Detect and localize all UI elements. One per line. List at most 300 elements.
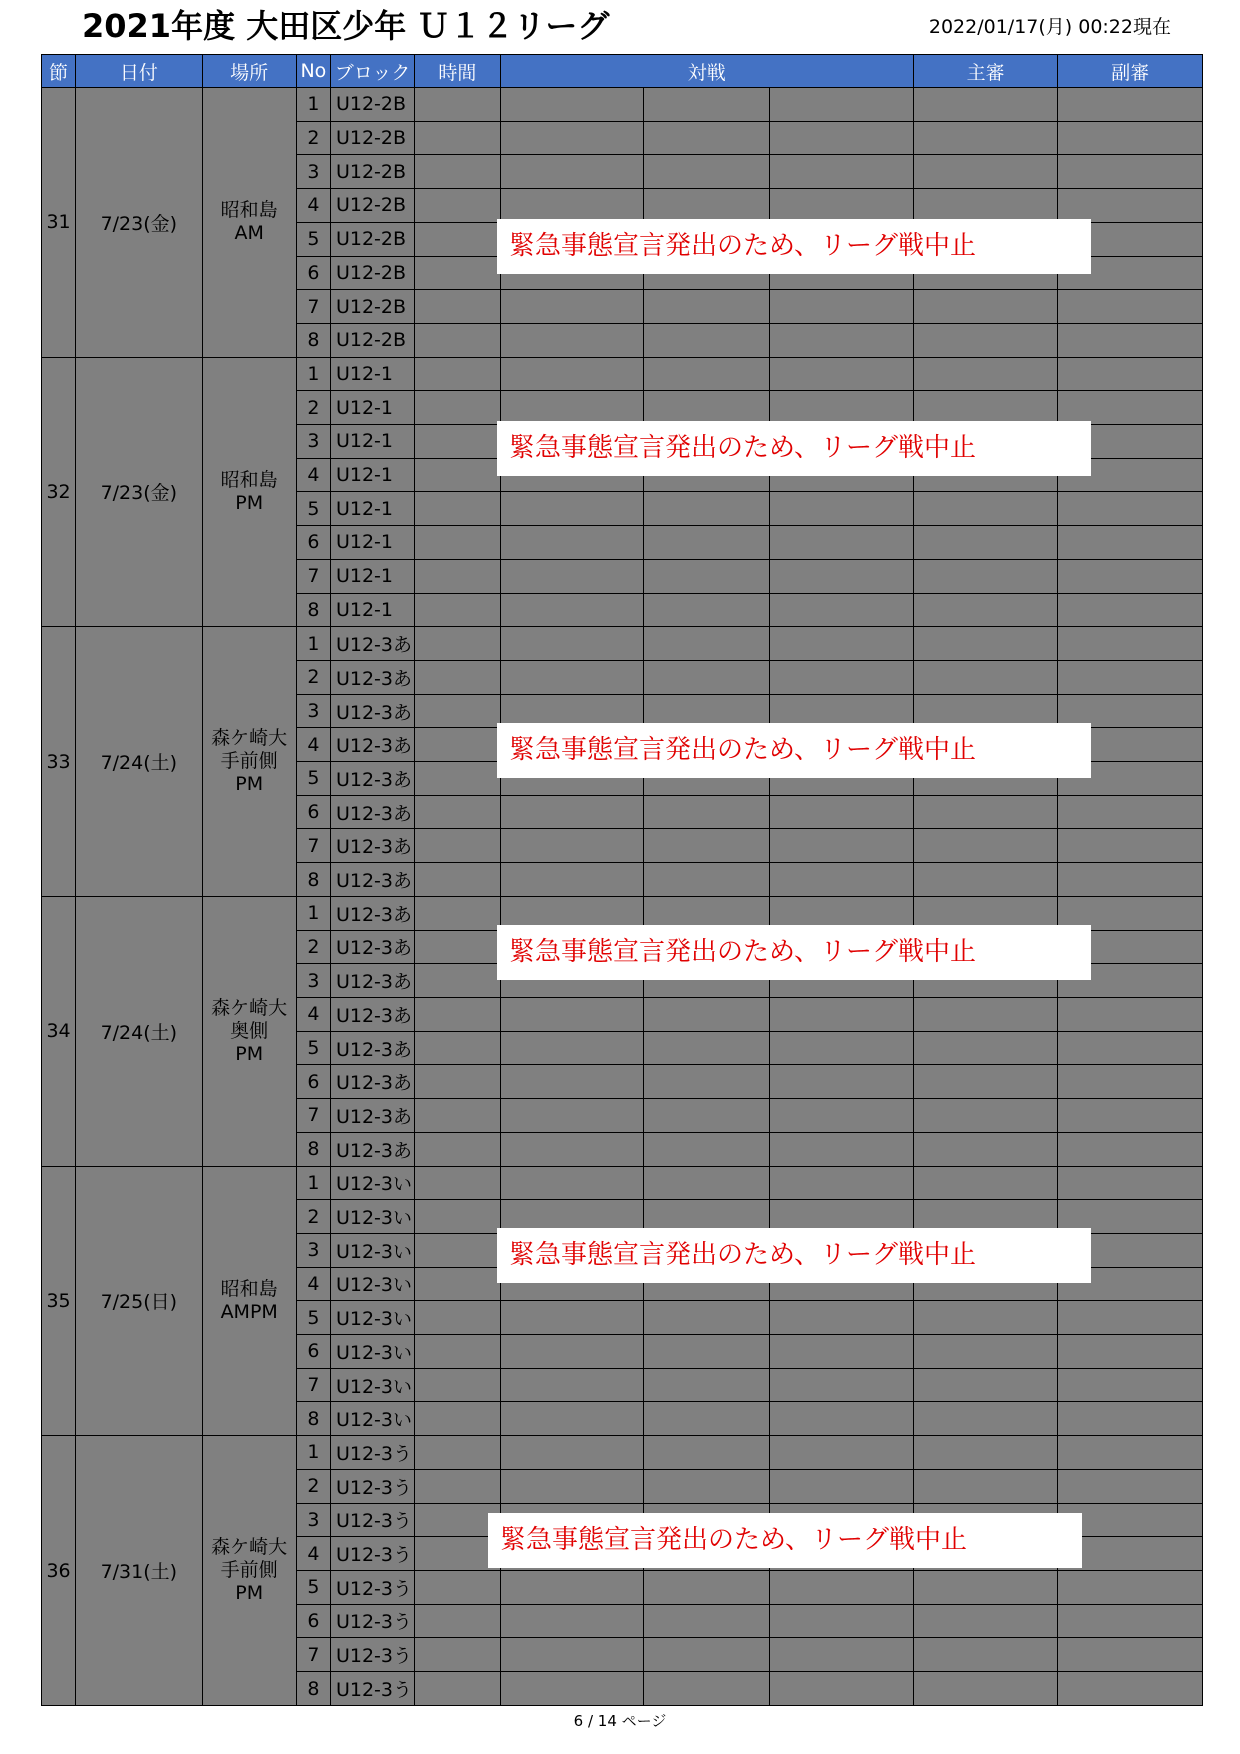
assistant-referee-cell bbox=[1058, 121, 1203, 155]
assistant-referee-cell bbox=[1058, 896, 1203, 930]
assistant-referee-cell bbox=[1058, 997, 1203, 1031]
match-team-b-cell bbox=[770, 863, 914, 897]
assistant-referee-cell bbox=[1058, 526, 1203, 560]
time-cell bbox=[415, 1132, 500, 1166]
time-cell bbox=[415, 1604, 500, 1638]
block-cell: U12-3い bbox=[330, 1200, 414, 1234]
match-team-a-cell bbox=[500, 1267, 643, 1301]
match-score-cell bbox=[644, 391, 770, 425]
match-team-a-cell bbox=[500, 1166, 643, 1200]
match-no-cell: 1 bbox=[296, 627, 330, 661]
block-cell: U12-3あ bbox=[330, 997, 414, 1031]
block-cell: U12-3う bbox=[330, 1604, 414, 1638]
match-no-cell: 4 bbox=[296, 1267, 330, 1301]
assistant-referee-cell bbox=[1058, 458, 1203, 492]
assistant-referee-cell bbox=[1058, 627, 1203, 661]
referee-cell bbox=[913, 997, 1057, 1031]
time-cell bbox=[415, 323, 500, 357]
match-team-a-cell bbox=[500, 593, 643, 627]
match-score-cell bbox=[644, 1402, 770, 1436]
match-score-cell bbox=[644, 1537, 770, 1571]
match-team-b-cell bbox=[770, 762, 914, 796]
match-score-cell bbox=[644, 1065, 770, 1099]
block-cell: U12-3い bbox=[330, 1402, 414, 1436]
time-cell bbox=[415, 526, 500, 560]
block-cell: U12-3い bbox=[330, 1368, 414, 1402]
referee-cell bbox=[913, 627, 1057, 661]
match-team-b-cell bbox=[770, 222, 914, 256]
round-cell: 34 bbox=[42, 896, 76, 1166]
venue-line: 森ケ崎大 bbox=[211, 1536, 288, 1559]
time-cell bbox=[415, 1335, 500, 1369]
match-score-cell bbox=[644, 930, 770, 964]
block-cell: U12-3う bbox=[330, 1469, 414, 1503]
match-no-cell: 2 bbox=[296, 1200, 330, 1234]
match-no-cell: 4 bbox=[296, 997, 330, 1031]
time-cell bbox=[415, 1537, 500, 1571]
header-time: 時間 bbox=[415, 55, 500, 88]
time-cell bbox=[415, 88, 500, 122]
match-team-b-cell bbox=[770, 1537, 914, 1571]
match-score-cell bbox=[644, 1031, 770, 1065]
block-cell: U12-2B bbox=[330, 290, 414, 324]
assistant-referee-cell bbox=[1058, 1604, 1203, 1638]
match-team-b-cell bbox=[770, 829, 914, 863]
match-score-cell bbox=[644, 863, 770, 897]
assistant-referee-cell bbox=[1058, 1503, 1203, 1537]
time-cell bbox=[415, 1233, 500, 1267]
match-no-cell: 7 bbox=[296, 1368, 330, 1402]
match-score-cell bbox=[644, 1436, 770, 1470]
match-no-cell: 8 bbox=[296, 1132, 330, 1166]
referee-cell bbox=[913, 1570, 1057, 1604]
match-score-cell bbox=[644, 997, 770, 1031]
assistant-referee-cell bbox=[1058, 694, 1203, 728]
referee-cell bbox=[913, 256, 1057, 290]
match-team-b-cell bbox=[770, 728, 914, 762]
block-cell: U12-3い bbox=[330, 1335, 414, 1369]
referee-cell bbox=[913, 593, 1057, 627]
referee-cell bbox=[913, 1436, 1057, 1470]
time-cell bbox=[415, 189, 500, 223]
match-team-a-cell bbox=[500, 222, 643, 256]
cancellation-notice: 緊急事態宣言発出のため、リーグ戦中止 bbox=[497, 925, 1091, 980]
assistant-referee-cell bbox=[1058, 1469, 1203, 1503]
assistant-referee-cell bbox=[1058, 1267, 1203, 1301]
match-team-a-cell bbox=[500, 1200, 643, 1234]
match-team-b-cell bbox=[770, 155, 914, 189]
match-no-cell: 7 bbox=[296, 559, 330, 593]
header-match: 対戦 bbox=[500, 55, 913, 88]
assistant-referee-cell bbox=[1058, 1031, 1203, 1065]
assistant-referee-cell bbox=[1058, 155, 1203, 189]
match-no-cell: 8 bbox=[296, 1402, 330, 1436]
date-cell: 7/24(土) bbox=[76, 896, 202, 1166]
match-team-b-cell bbox=[770, 1200, 914, 1234]
time-cell bbox=[415, 357, 500, 391]
match-team-b-cell bbox=[770, 1436, 914, 1470]
time-cell bbox=[415, 795, 500, 829]
match-team-a-cell bbox=[500, 1301, 643, 1335]
venue-line: PM bbox=[235, 491, 264, 514]
match-no-cell: 4 bbox=[296, 1537, 330, 1571]
referee-cell bbox=[913, 1638, 1057, 1672]
match-team-b-cell bbox=[770, 1065, 914, 1099]
match-team-b-cell bbox=[770, 357, 914, 391]
assistant-referee-cell bbox=[1058, 660, 1203, 694]
assistant-referee-cell bbox=[1058, 1200, 1203, 1234]
block-cell: U12-3う bbox=[330, 1638, 414, 1672]
match-team-b-cell bbox=[770, 930, 914, 964]
venue-line: PM bbox=[235, 1042, 264, 1065]
block-cell: U12-3あ bbox=[330, 694, 414, 728]
referee-cell bbox=[913, 863, 1057, 897]
match-no-cell: 2 bbox=[296, 121, 330, 155]
match-score-cell bbox=[644, 1604, 770, 1638]
time-cell bbox=[415, 1267, 500, 1301]
match-team-a-cell bbox=[500, 863, 643, 897]
assistant-referee-cell bbox=[1058, 559, 1203, 593]
match-no-cell: 2 bbox=[296, 1469, 330, 1503]
referee-cell bbox=[913, 660, 1057, 694]
match-team-a-cell bbox=[500, 997, 643, 1031]
match-team-b-cell bbox=[770, 290, 914, 324]
time-cell bbox=[415, 863, 500, 897]
match-score-cell bbox=[644, 964, 770, 998]
assistant-referee-cell bbox=[1058, 323, 1203, 357]
match-team-a-cell bbox=[500, 1469, 643, 1503]
assistant-referee-cell bbox=[1058, 189, 1203, 223]
time-cell bbox=[415, 997, 500, 1031]
match-no-cell: 7 bbox=[296, 1638, 330, 1672]
match-score-cell bbox=[644, 1570, 770, 1604]
match-no-cell: 6 bbox=[296, 1335, 330, 1369]
match-team-b-cell bbox=[770, 896, 914, 930]
match-no-cell: 5 bbox=[296, 1301, 330, 1335]
referee-cell bbox=[913, 1335, 1057, 1369]
assistant-referee-cell bbox=[1058, 1132, 1203, 1166]
schedule-table bbox=[41, 54, 1203, 1706]
match-team-a-cell bbox=[500, 1503, 643, 1537]
block-cell: U12-1 bbox=[330, 593, 414, 627]
match-team-a-cell bbox=[500, 189, 643, 223]
match-no-cell: 1 bbox=[296, 88, 330, 122]
match-team-a-cell bbox=[500, 1065, 643, 1099]
match-score-cell bbox=[644, 694, 770, 728]
header-row bbox=[42, 55, 1203, 88]
match-no-cell: 6 bbox=[296, 795, 330, 829]
block-cell: U12-2B bbox=[330, 323, 414, 357]
block-cell: U12-1 bbox=[330, 425, 414, 459]
match-no-cell: 3 bbox=[296, 155, 330, 189]
referee-cell bbox=[913, 896, 1057, 930]
match-score-cell bbox=[644, 458, 770, 492]
match-no-cell: 5 bbox=[296, 1031, 330, 1065]
match-team-b-cell bbox=[770, 391, 914, 425]
match-team-b-cell bbox=[770, 1132, 914, 1166]
time-cell bbox=[415, 290, 500, 324]
time-cell bbox=[415, 964, 500, 998]
time-cell bbox=[415, 1570, 500, 1604]
referee-cell bbox=[913, 694, 1057, 728]
time-cell bbox=[415, 1031, 500, 1065]
block-cell: U12-2B bbox=[330, 256, 414, 290]
time-cell bbox=[415, 1469, 500, 1503]
match-team-a-cell bbox=[500, 290, 643, 324]
match-team-a-cell bbox=[500, 1436, 643, 1470]
referee-cell bbox=[913, 930, 1057, 964]
match-team-a-cell bbox=[500, 1638, 643, 1672]
assistant-referee-cell bbox=[1058, 290, 1203, 324]
venue-cell bbox=[202, 1166, 296, 1436]
time-cell bbox=[415, 1368, 500, 1402]
referee-cell bbox=[913, 1503, 1057, 1537]
match-team-a-cell bbox=[500, 559, 643, 593]
referee-cell bbox=[913, 1672, 1057, 1706]
match-team-a-cell bbox=[500, 964, 643, 998]
round-cell: 31 bbox=[42, 88, 76, 358]
date-cell: 7/24(土) bbox=[76, 627, 202, 897]
round-cell: 36 bbox=[42, 1436, 76, 1706]
time-cell bbox=[415, 1402, 500, 1436]
block-cell: U12-3い bbox=[330, 1301, 414, 1335]
assistant-referee-cell bbox=[1058, 1436, 1203, 1470]
assistant-referee-cell bbox=[1058, 357, 1203, 391]
table-row bbox=[42, 88, 1203, 122]
match-no-cell: 4 bbox=[296, 728, 330, 762]
time-cell bbox=[415, 1166, 500, 1200]
match-team-a-cell bbox=[500, 1368, 643, 1402]
match-no-cell: 6 bbox=[296, 256, 330, 290]
venue-line: AM bbox=[234, 222, 264, 245]
match-score-cell bbox=[644, 492, 770, 526]
match-no-cell: 7 bbox=[296, 1099, 330, 1133]
assistant-referee-cell bbox=[1058, 762, 1203, 796]
venue-cell bbox=[202, 357, 296, 627]
match-no-cell: 5 bbox=[296, 1570, 330, 1604]
cancellation-notice: 緊急事態宣言発出のため、リーグ戦中止 bbox=[497, 421, 1091, 476]
referee-cell bbox=[913, 728, 1057, 762]
referee-cell bbox=[913, 121, 1057, 155]
assistant-referee-cell bbox=[1058, 1570, 1203, 1604]
match-score-cell bbox=[644, 121, 770, 155]
referee-cell bbox=[913, 1368, 1057, 1402]
match-score-cell bbox=[644, 1099, 770, 1133]
match-no-cell: 2 bbox=[296, 660, 330, 694]
block-cell: U12-1 bbox=[330, 559, 414, 593]
referee-cell bbox=[913, 391, 1057, 425]
referee-cell bbox=[913, 1469, 1057, 1503]
time-cell bbox=[415, 1200, 500, 1234]
time-cell bbox=[415, 728, 500, 762]
time-cell bbox=[415, 930, 500, 964]
block-cell: U12-1 bbox=[330, 357, 414, 391]
time-cell bbox=[415, 1099, 500, 1133]
block-cell: U12-3う bbox=[330, 1436, 414, 1470]
table-row bbox=[42, 1436, 1203, 1470]
match-score-cell bbox=[644, 155, 770, 189]
assistant-referee-cell bbox=[1058, 1166, 1203, 1200]
match-score-cell bbox=[644, 290, 770, 324]
venue-line: 昭和島 bbox=[220, 1277, 278, 1300]
match-team-b-cell bbox=[770, 1335, 914, 1369]
match-no-cell: 3 bbox=[296, 694, 330, 728]
match-team-b-cell bbox=[770, 256, 914, 290]
match-team-b-cell bbox=[770, 1301, 914, 1335]
round-cell: 35 bbox=[42, 1166, 76, 1436]
match-team-a-cell bbox=[500, 829, 643, 863]
match-score-cell bbox=[644, 593, 770, 627]
time-cell bbox=[415, 694, 500, 728]
assistant-referee-cell bbox=[1058, 1368, 1203, 1402]
match-team-b-cell bbox=[770, 323, 914, 357]
time-cell bbox=[415, 121, 500, 155]
block-cell: U12-3あ bbox=[330, 795, 414, 829]
match-score-cell bbox=[644, 222, 770, 256]
match-no-cell: 6 bbox=[296, 526, 330, 560]
referee-cell bbox=[913, 526, 1057, 560]
match-team-a-cell bbox=[500, 1537, 643, 1571]
time-cell bbox=[415, 660, 500, 694]
match-score-cell bbox=[644, 1638, 770, 1672]
match-team-b-cell bbox=[770, 1503, 914, 1537]
match-team-b-cell bbox=[770, 1672, 914, 1706]
block-cell: U12-3あ bbox=[330, 627, 414, 661]
round-cell: 33 bbox=[42, 627, 76, 897]
time-cell bbox=[415, 155, 500, 189]
referee-cell bbox=[913, 1233, 1057, 1267]
match-no-cell: 3 bbox=[296, 1503, 330, 1537]
match-no-cell: 7 bbox=[296, 290, 330, 324]
match-team-a-cell bbox=[500, 1132, 643, 1166]
time-cell bbox=[415, 1672, 500, 1706]
block-cell: U12-3い bbox=[330, 1233, 414, 1267]
referee-cell bbox=[913, 1099, 1057, 1133]
assistant-referee-cell bbox=[1058, 256, 1203, 290]
match-score-cell bbox=[644, 1132, 770, 1166]
match-team-b-cell bbox=[770, 1604, 914, 1638]
date-cell: 7/31(土) bbox=[76, 1436, 202, 1706]
assistant-referee-cell bbox=[1058, 795, 1203, 829]
time-cell bbox=[415, 256, 500, 290]
header-referee: 主審 bbox=[913, 55, 1057, 88]
referee-cell bbox=[913, 88, 1057, 122]
time-cell bbox=[415, 627, 500, 661]
referee-cell bbox=[913, 795, 1057, 829]
assistant-referee-cell bbox=[1058, 1672, 1203, 1706]
match-team-a-cell bbox=[500, 1031, 643, 1065]
match-score-cell bbox=[644, 762, 770, 796]
match-team-a-cell bbox=[500, 1604, 643, 1638]
assistant-referee-cell bbox=[1058, 593, 1203, 627]
match-score-cell bbox=[644, 1301, 770, 1335]
venue-line: 手前側 bbox=[220, 750, 278, 773]
match-score-cell bbox=[644, 526, 770, 560]
time-cell bbox=[415, 1436, 500, 1470]
block-cell: U12-3あ bbox=[330, 728, 414, 762]
match-no-cell: 1 bbox=[296, 1436, 330, 1470]
referee-cell bbox=[913, 189, 1057, 223]
table-row bbox=[42, 896, 1203, 930]
match-team-b-cell bbox=[770, 1469, 914, 1503]
match-team-a-cell bbox=[500, 1335, 643, 1369]
match-no-cell: 5 bbox=[296, 762, 330, 796]
assistant-referee-cell bbox=[1058, 1301, 1203, 1335]
match-no-cell: 3 bbox=[296, 425, 330, 459]
match-score-cell bbox=[644, 1233, 770, 1267]
venue-line: 昭和島 bbox=[220, 468, 278, 491]
block-cell: U12-1 bbox=[330, 492, 414, 526]
block-cell: U12-2B bbox=[330, 155, 414, 189]
match-no-cell: 8 bbox=[296, 863, 330, 897]
assistant-referee-cell bbox=[1058, 1335, 1203, 1369]
referee-cell bbox=[913, 425, 1057, 459]
cancellation-notice: 緊急事態宣言発出のため、リーグ戦中止 bbox=[497, 219, 1091, 274]
match-team-b-cell bbox=[770, 660, 914, 694]
match-team-b-cell bbox=[770, 121, 914, 155]
header-block: ブロック bbox=[330, 55, 414, 88]
referee-cell bbox=[913, 1065, 1057, 1099]
time-cell bbox=[415, 559, 500, 593]
match-team-a-cell bbox=[500, 121, 643, 155]
block-cell: U12-3う bbox=[330, 1503, 414, 1537]
match-score-cell bbox=[644, 829, 770, 863]
time-cell bbox=[415, 829, 500, 863]
match-team-a-cell bbox=[500, 1570, 643, 1604]
block-cell: U12-3あ bbox=[330, 1031, 414, 1065]
referee-cell bbox=[913, 1301, 1057, 1335]
match-team-b-cell bbox=[770, 1638, 914, 1672]
match-team-a-cell bbox=[500, 458, 643, 492]
assistant-referee-cell bbox=[1058, 863, 1203, 897]
match-score-cell bbox=[644, 1368, 770, 1402]
match-score-cell bbox=[644, 323, 770, 357]
assistant-referee-cell bbox=[1058, 492, 1203, 526]
time-cell bbox=[415, 492, 500, 526]
match-team-a-cell bbox=[500, 323, 643, 357]
page-title: 2021年度 大田区少年 Ｕ１２リーグ bbox=[82, 7, 610, 45]
cancellation-notice: 緊急事態宣言発出のため、リーグ戦中止 bbox=[488, 1513, 1082, 1568]
match-team-a-cell bbox=[500, 694, 643, 728]
block-cell: U12-3あ bbox=[330, 896, 414, 930]
time-cell bbox=[415, 425, 500, 459]
referee-cell bbox=[913, 1537, 1057, 1571]
match-score-cell bbox=[644, 660, 770, 694]
block-cell: U12-3あ bbox=[330, 762, 414, 796]
match-team-a-cell bbox=[500, 155, 643, 189]
assistant-referee-cell bbox=[1058, 964, 1203, 998]
match-no-cell: 8 bbox=[296, 1672, 330, 1706]
match-score-cell bbox=[644, 795, 770, 829]
time-cell bbox=[415, 1065, 500, 1099]
referee-cell bbox=[913, 1166, 1057, 1200]
match-no-cell: 2 bbox=[296, 391, 330, 425]
assistant-referee-cell bbox=[1058, 425, 1203, 459]
assistant-referee-cell bbox=[1058, 222, 1203, 256]
match-score-cell bbox=[644, 728, 770, 762]
match-score-cell bbox=[644, 1335, 770, 1369]
match-team-b-cell bbox=[770, 1233, 914, 1267]
match-team-a-cell bbox=[500, 526, 643, 560]
assistant-referee-cell bbox=[1058, 88, 1203, 122]
referee-cell bbox=[913, 222, 1057, 256]
referee-cell bbox=[913, 1402, 1057, 1436]
time-cell bbox=[415, 1301, 500, 1335]
block-cell: U12-3あ bbox=[330, 964, 414, 998]
match-score-cell bbox=[644, 1503, 770, 1537]
table-row bbox=[42, 357, 1203, 391]
time-cell bbox=[415, 222, 500, 256]
